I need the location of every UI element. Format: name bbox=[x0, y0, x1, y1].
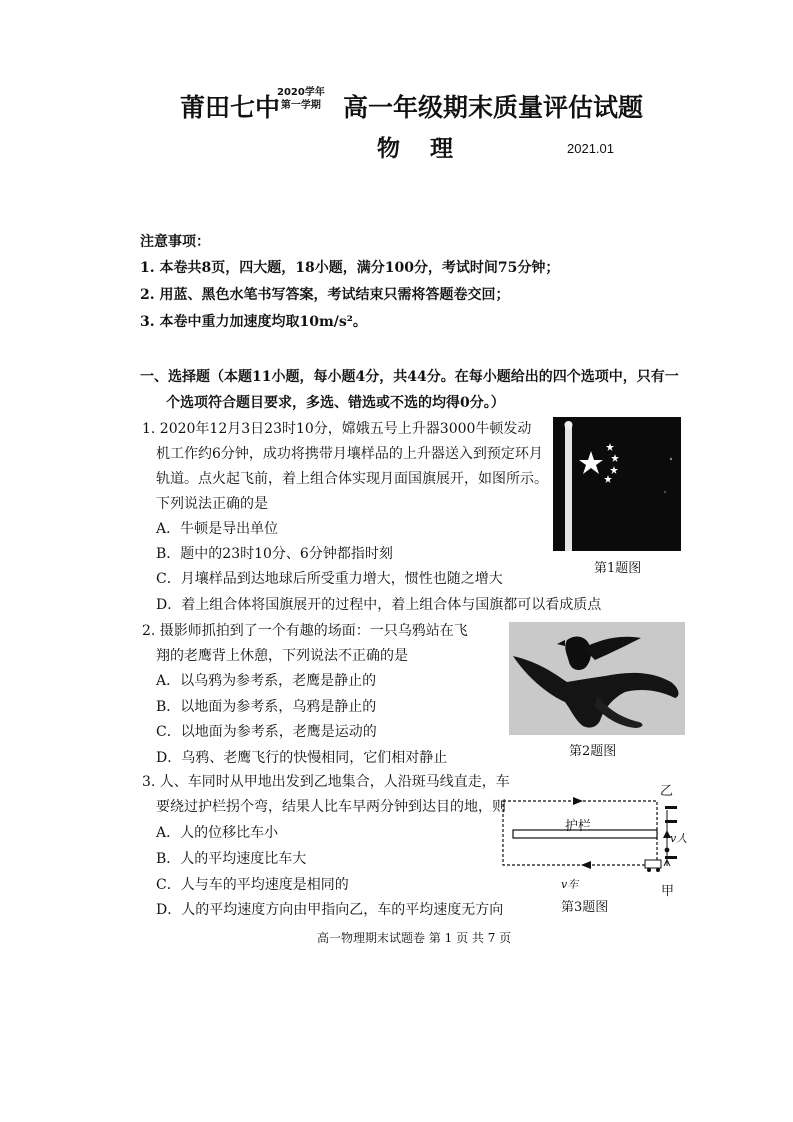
question-2-option-a: A．以乌鸦为参考系，老鹰是静止的 bbox=[156, 673, 377, 689]
question-1-option-c: C．月壤样品到达地球后所受重力增大，惯性也随之增大 bbox=[156, 571, 503, 587]
question-2-option-c: C．以地面为参考系，老鹰是运动的 bbox=[156, 724, 377, 740]
question-1-stem: 机工作约6分钟，成功将携带月壤样品的上升器送入到预定环月 bbox=[156, 446, 543, 462]
notes-title: 注意事项： bbox=[140, 234, 210, 250]
question-3-option-c: C．人与车的平均速度是相同的 bbox=[156, 877, 349, 893]
school-name: 莆田七中 bbox=[180, 93, 281, 122]
note-item: 2. 用蓝、黑色水笔书写答案，考试结束只需将答题卷交回； bbox=[140, 287, 510, 303]
question-1-stem: 1. 2020年12月3日23时10分，嫦娥五号上升器3000牛顿发动 bbox=[142, 421, 532, 437]
question-2-stem: 2. 摄影师抓拍到了一个有趣的场面：一只乌鸦站在飞 bbox=[142, 623, 468, 639]
figure-2-crow-eagle-image bbox=[509, 622, 685, 735]
question-2-option-d: D．乌鸦、老鹰飞行的快慢相同，它们相对静止 bbox=[156, 750, 448, 766]
figure-1-flag-image bbox=[553, 417, 681, 551]
school-year-top: 2020学年 bbox=[277, 87, 325, 98]
section-heading: 一、选择题（本题11小题，每小题4分，共44分。在每小题给出的四个选项中，只有一 bbox=[140, 369, 679, 385]
question-3-stem: 3. 人、车同时从甲地出发到乙地集合，人沿斑马线直走，车 bbox=[142, 774, 510, 790]
section-heading-cont: 个选项符合题目要求，多选、错选或不选的均得0分。） bbox=[166, 395, 505, 411]
label-jia: 甲 bbox=[661, 884, 675, 899]
figure-3-caption: 第3题图 bbox=[561, 900, 609, 915]
label-guardrail: 护栏 bbox=[565, 819, 592, 834]
question-3-option-d: D．人的平均速度方向由甲指向乙，车的平均速度无方向 bbox=[156, 902, 504, 918]
school-year-bottom: 第一学期 bbox=[280, 100, 321, 111]
figure-2-caption: 第2题图 bbox=[569, 744, 617, 759]
question-3-option-a: A．人的位移比车小 bbox=[156, 825, 279, 841]
question-3-stem: 要绕过护栏拐个弯，结果人比车早两分钟到达目的地，则 bbox=[156, 799, 506, 815]
subject-title: 物理 bbox=[377, 136, 483, 162]
exam-title-main: 高一年级期末质量评估试题 bbox=[343, 93, 644, 122]
question-1-stem: 轨道。点火起飞前，着上组合体实现月面国旗展开，如图所示。 bbox=[156, 471, 548, 487]
note-item: 1. 本卷共8页，四大题，18小题，满分100分，考试时间75分钟； bbox=[140, 260, 560, 276]
school-year bbox=[277, 86, 325, 112]
question-1-stem: 下列说法正确的是 bbox=[156, 496, 268, 512]
label-v-car: v车 bbox=[561, 878, 579, 891]
figure-1-caption: 第1题图 bbox=[594, 561, 642, 576]
question-1-option-b: B．题中的23时10分、6分钟都指时刻 bbox=[156, 546, 393, 562]
label-v-person: v人 bbox=[670, 832, 688, 845]
question-1-option-d: D．着上组合体将国旗展开的过程中，着上组合体与国旗都可以看成质点 bbox=[156, 597, 602, 613]
exam-date: 2021.01 bbox=[567, 141, 614, 156]
question-2-stem: 翔的老鹰背上休憩，下列说法不正确的是 bbox=[156, 648, 408, 664]
question-1-option-a: A．牛顿是导出单位 bbox=[156, 521, 279, 537]
question-2-option-b: B．以地面为参考系，乌鸦是静止的 bbox=[156, 699, 377, 715]
note-item: 3. 本卷中重力加速度均取10m/s²。 bbox=[140, 314, 367, 330]
page-footer: 高一物理期末试题卷 第 1 页 共 7 页 bbox=[317, 931, 512, 945]
question-3-option-b: B．人的平均速度比车大 bbox=[156, 851, 307, 867]
label-yi: 乙 bbox=[660, 784, 674, 799]
